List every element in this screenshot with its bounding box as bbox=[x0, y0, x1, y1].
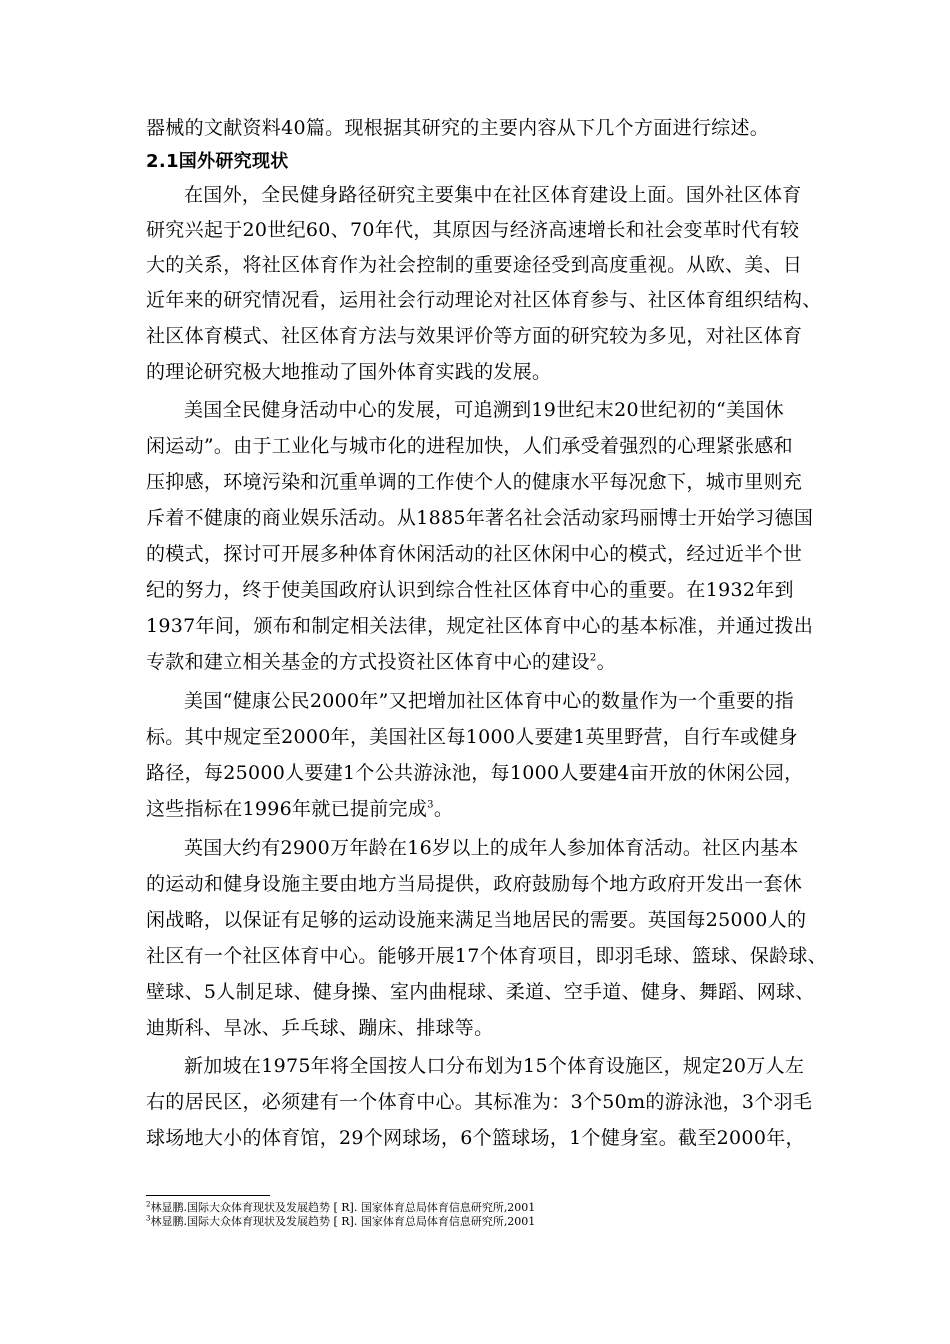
section-heading: 2.1国外研究现状 bbox=[146, 151, 289, 172]
line-tail: 。 bbox=[433, 798, 454, 820]
footnote-3 bbox=[146, 1215, 535, 1229]
body-line: 闲运动”。由于工业化与城市化的进程加快，人们承受着强烈的心理紧张感和 bbox=[146, 435, 793, 457]
footnote-mark: 2 bbox=[146, 1200, 151, 1209]
body-line: 社区有一个社区体育中心。能够开展17个体育项目，即羽毛球、篮球、保龄球、 bbox=[146, 945, 827, 967]
body-line: 的运动和健身设施主要由地方当局提供，政府鼓励每个地方政府开发出一套休 bbox=[146, 873, 803, 895]
body-line: 迪斯科、旱冰、乒乓球、蹦床、排球等。 bbox=[146, 1017, 494, 1039]
footnote-2 bbox=[146, 1201, 535, 1215]
body-line: 球场地大小的体育馆，29个网球场，6个篮球场，1个健身室。截至2000年， bbox=[146, 1127, 805, 1149]
body-line: 路径，每25000人要建1个公共游泳池，每1000人要建4亩开放的休闲公园， bbox=[146, 762, 804, 784]
body-line: 斥着不健康的商业娱乐活动。从1885年著名社会活动家玛丽博士开始学习德国 bbox=[146, 507, 814, 529]
body-line: 右的居民区，必须建有一个体育中心。其标准为：3个50m的游泳池，3个羽毛 bbox=[146, 1091, 813, 1113]
body-line: 在国外，全民健身路径研究主要集中在社区体育建设上面。国外社区体育 bbox=[184, 184, 802, 206]
footnote-divider bbox=[146, 1195, 270, 1196]
footnote-text: 林显鹏.国际大众体育现状及发展趋势 [ R]. 国家体育总局体育信息研究所,2001 bbox=[150, 1201, 536, 1214]
body-line bbox=[146, 650, 616, 674]
body-line: 闲战略，以保证有足够的运动设施来满足当地居民的需要。英国每25000人的 bbox=[146, 909, 807, 931]
footnote-ref-3: 3 bbox=[427, 799, 434, 811]
body-line: 压抑感，环境污染和沉重单调的工作使个人的健康水平每况愈下，城市里则充 bbox=[146, 471, 803, 493]
body-line: 美国“健康公民2000年”又把增加社区体育中心的数量作为一个重要的指 bbox=[184, 690, 794, 712]
body-line: 标。其中规定至2000年，美国社区每1000人要建1英里野营，自行车或健身 bbox=[146, 726, 798, 748]
body-line: 社区体育模式、社区体育方法与效果评价等方面的研究较为多见，对社区体育 bbox=[146, 325, 803, 347]
body-line: 壁球、5人制足球、健身操、室内曲棍球、柔道、空手道、健身、舞蹈、网球、 bbox=[146, 981, 815, 1003]
body-line: 近年来的研究情况看，运用社会行动理论对社区体育参与、社区体育组织结构、 bbox=[146, 289, 822, 311]
body-line: 纪的努力，终于使美国政府认识到综合性社区体育中心的重要。在1932年到 bbox=[146, 579, 794, 601]
body-line: 美国全民健身活动中心的发展，可追溯到19世纪末20世纪初的“美国休 bbox=[184, 399, 784, 421]
line-tail: 。 bbox=[596, 651, 616, 673]
body-line: 大的关系，将社区体育作为社会控制的重要途径受到高度重视。从欧、美、日 bbox=[146, 254, 803, 276]
body-line: 1937年间，颁布和制定相关法律，规定社区体育中心的基本标准，并通过拨出 bbox=[146, 615, 814, 637]
line-text: 这些指标在1996年就已提前完成 bbox=[146, 798, 428, 820]
body-line: 的理论研究极大地推动了国外体育实践的发展。 bbox=[146, 361, 552, 383]
line-text: 专款和建立相关基金的方式投资社区体育中心的建设 bbox=[146, 651, 590, 673]
body-line: 新加坡在1975年将全国按人口分布划为15个体育设施区，规定20万人左 bbox=[184, 1055, 805, 1077]
footnote-ref-2: 2 bbox=[589, 652, 597, 664]
body-line: 器械的文献资料40篇。现根据其研究的主要内容从下几个方面进行综述。 bbox=[146, 117, 770, 139]
body-line: 研究兴起于20世纪60、70年代，其原因与经济高速增长和社会变革时代有较 bbox=[146, 219, 800, 241]
body-line bbox=[146, 797, 453, 821]
footnote-mark: 3 bbox=[146, 1214, 151, 1223]
body-line: 的模式，探讨可开展多种体育休闲活动的社区休闲中心的模式，经过近半个世 bbox=[146, 543, 803, 565]
footnote-text: 林显鹏.国际大众体育现状及发展趋势 [ R]. 国家体育总局体育信息研究所,2001 bbox=[150, 1215, 536, 1228]
body-line: 英国大约有2900万年龄在16岁以上的成年人参加体育活动。社区内基本 bbox=[184, 837, 799, 859]
